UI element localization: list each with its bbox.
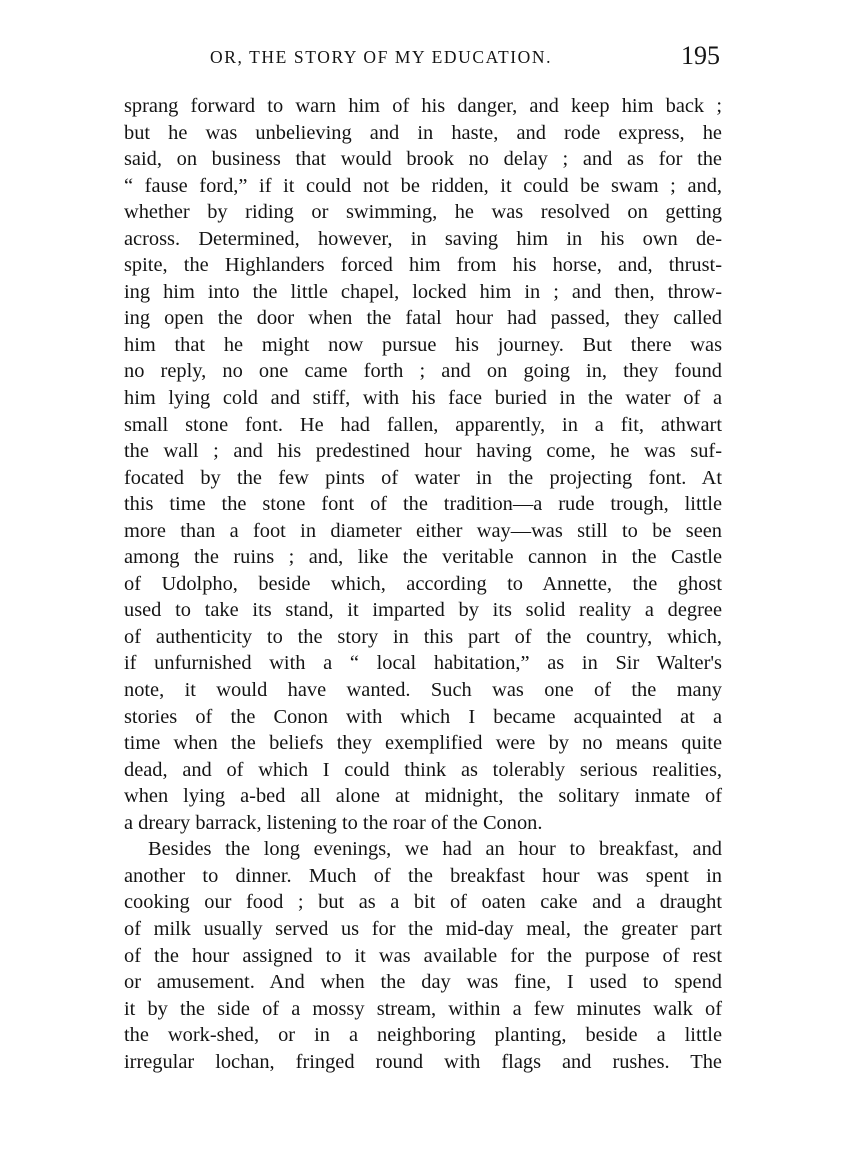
text-line: of authenticity to the story in this part of the country, which,	[124, 625, 722, 648]
text-line: no reply, no one came forth ; and on going in, they found	[124, 360, 722, 383]
text-line: time when the beliefs they exemplified were by no means quite	[124, 732, 722, 755]
paragraph-start-line: Besides the long evenings, we had an hour to breakfast, and	[148, 838, 722, 861]
text-line: more than a foot in diameter either way—was still to be seen	[124, 519, 722, 542]
text-line: small stone font. He had fallen, apparently, in a fit, athwart	[124, 413, 722, 436]
text-line: the work-shed, or in a neighboring planting, beside a little	[124, 1024, 722, 1047]
text-line: focated by the few pints of water in the projecting font. At	[124, 466, 722, 489]
text-line: of the hour assigned to it was available for the purpose of rest	[124, 944, 722, 967]
body-text	[124, 93, 722, 1075]
text-line: among the ruins ; and, like the veritable cannon in the Castle	[124, 546, 722, 569]
text-line: irregular lochan, fringed round with flags and rushes. The	[124, 1050, 722, 1073]
running-head	[124, 41, 722, 75]
text-line: “ fause ford,” if it could not be ridden, it could be swam ; and,	[124, 174, 722, 197]
text-line: across. Determined, however, in saving him in his own de-	[124, 227, 722, 250]
text-line: if unfurnished with a “ local habitation,” as in Sir Walter's	[124, 652, 722, 675]
text-line: stories of the Conon with which I became acquainted at a	[124, 705, 722, 728]
text-line: when lying a-bed all alone at midnight, the solitary inmate of	[124, 785, 722, 808]
running-title: OR, THE STORY OF MY EDUCATION.	[210, 47, 553, 67]
text-line: the wall ; and his predestined hour having come, he was suf-	[124, 440, 722, 463]
text-line: another to dinner. Much of the breakfast hour was spent in	[124, 864, 722, 887]
text-line: said, on business that would brook no delay ; and as for the	[124, 148, 722, 171]
text-line: but he was unbelieving and in haste, and rode express, he	[124, 121, 722, 144]
text-line: spite, the Highlanders forced him from his horse, and, thrust-	[124, 254, 722, 277]
text-line: whether by riding or swimming, he was resolved on getting	[124, 201, 722, 224]
text-line: him that he might now pursue his journey. But there was	[124, 333, 722, 356]
text-line: him lying cold and stiff, with his face buried in the water of a	[124, 387, 722, 410]
text-line: sprang forward to warn him of his danger, and keep him back ;	[124, 95, 722, 117]
text-line: ing him into the little chapel, locked him in ; and then, throw-	[124, 280, 722, 303]
text-line: of milk usually served us for the mid-day meal, the greater part	[124, 917, 722, 940]
page-number: 195	[681, 41, 720, 70]
text-line: note, it would have wanted. Such was one of the many	[124, 679, 722, 702]
text-line: it by the side of a mossy stream, within a few minutes walk of	[124, 997, 722, 1020]
paragraph-end-line: a dreary barrack, listening to the roar of the Conon.	[124, 811, 543, 834]
text-line: cooking our food ; but as a bit of oaten cake and a draught	[124, 891, 722, 914]
text-line: this time the stone font of the tradition—a rude trough, little	[124, 493, 722, 516]
text-line: ing open the door when the fatal hour had passed, they called	[124, 307, 722, 330]
text-line: dead, and of which I could think as tolerably serious realities,	[124, 758, 722, 781]
text-line: used to take its stand, it imparted by its solid reality a degree	[124, 599, 722, 622]
text-line: of Udolpho, beside which, according to Annette, the ghost	[124, 572, 722, 595]
text-line: or amusement. And when the day was fine, I used to spend	[124, 971, 722, 994]
